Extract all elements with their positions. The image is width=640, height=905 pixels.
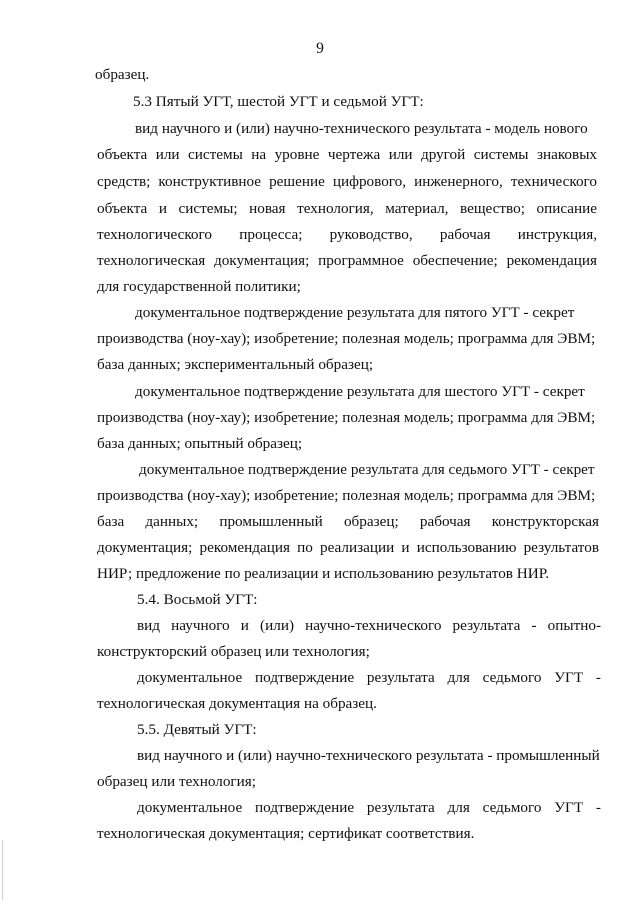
text-line: образец или технология; — [97, 773, 256, 790]
text-line: конструкторский образец или технология; — [97, 643, 370, 660]
text-line: для государственной политики; — [97, 278, 301, 295]
text-line: документальное подтверждение результата для седьмого УГТ - — [137, 799, 601, 816]
page-number: 9 — [316, 40, 324, 57]
text-line: производства (ноу-хау); изобретение; полезная модель; программа для ЭВМ; — [97, 487, 596, 504]
text-line: средств; конструктивное решение цифрового, инженерного, технического — [97, 173, 597, 190]
section-heading: 5.4. Восьмой УГТ: — [137, 591, 258, 608]
text-line: технологического процесса; руководство, рабочая инструкция, — [97, 226, 597, 243]
text-line: документальное подтверждение результата для седьмого УГТ - секрет — [139, 461, 595, 478]
section-heading: 5.5. Девятый УГТ: — [137, 721, 257, 738]
text-line: вид научного и (или) научно-технического результата - промышленный — [137, 747, 600, 764]
scan-edge-mark — [2, 840, 3, 900]
text-line: вид научного и (или) научно-технического результата - модель нового — [135, 120, 588, 137]
text-line: база данных; опытный образец; — [97, 435, 303, 452]
text-line: вид научного и (или) научно-технического результата - опытно- — [137, 617, 601, 634]
text-line: образец. — [95, 66, 150, 83]
text-line: база данных; промышленный образец; рабочая конструкторская — [97, 513, 599, 530]
text-line: документация; рекомендация по реализации и использованию результатов — [97, 539, 599, 556]
text-line: база данных; экспериментальный образец; — [97, 356, 374, 373]
section-heading: 5.3 Пятый УГТ, шестой УГТ и седьмой УГТ: — [133, 93, 424, 110]
text-line: производства (ноу-хау); изобретение; полезная модель; программа для ЭВМ; — [97, 409, 596, 426]
text-line: технологическая документация на образец. — [97, 695, 377, 712]
text-line: технологическая документация; сертификат соответствия. — [97, 825, 475, 842]
text-line: документальное подтверждение результата для шестого УГТ - секрет — [135, 383, 585, 400]
text-line: объекта или системы на уровне чертежа или другой системы знаковых — [97, 146, 597, 163]
text-line: объекта и системы; новая технология, материал, вещество; описание — [97, 200, 597, 217]
text-line: производства (ноу-хау); изобретение; полезная модель; программа для ЭВМ; — [97, 330, 596, 347]
text-line: НИР; предложение по реализации и использованию результатов НИР. — [97, 565, 550, 582]
text-line: документальное подтверждение результата для пятого УГТ - секрет — [135, 304, 575, 321]
text-line: технологическая документация; программное обеспечение; рекомендация — [97, 252, 597, 269]
text-line: документальное подтверждение результата для седьмого УГТ - — [137, 669, 601, 686]
